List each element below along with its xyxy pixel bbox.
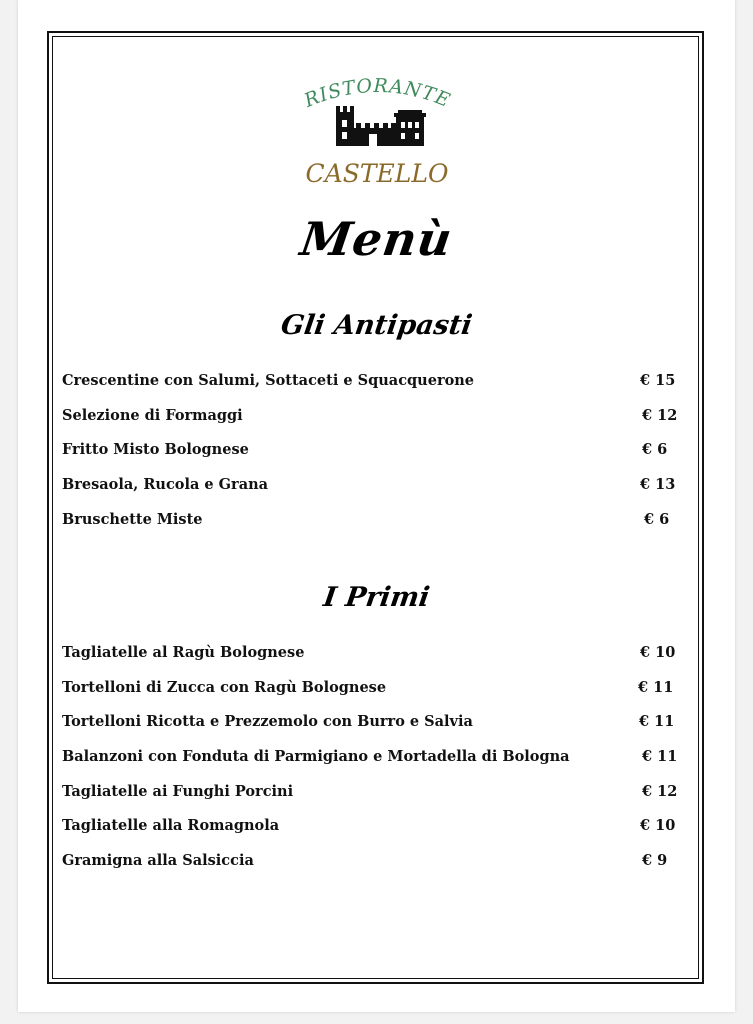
menu-item [62, 440, 682, 475]
menu-item-name: Tortelloni di Zucca con Ragù Bolognese [62, 678, 387, 696]
menu-item-price: € 12 [642, 782, 678, 800]
menu-item-name: Fritto Misto Bolognese [62, 441, 249, 459]
menu-item-name: Bresaola, Rucola e Grana [62, 476, 269, 494]
menu-item-price: € 15 [640, 372, 676, 389]
menu-item-name: Tagliatelle ai Funghi Porcini [62, 782, 294, 800]
menu-item-price: € 11 [638, 678, 674, 696]
menu-item-price: € 6 [644, 510, 670, 528]
section-title-primi: I Primi [321, 582, 432, 613]
menu-item-price: € 11 [639, 713, 675, 731]
menu-item [62, 371, 682, 406]
menu-item-price: € 13 [640, 476, 676, 494]
menu-item-name: Tortelloni Ricotta e Prezzemolo con Burro e Salvia [62, 713, 473, 731]
section-title-antipasti: Gli Antipasti [279, 310, 474, 341]
menu-item-price: € 10 [640, 817, 676, 835]
menu-item-name: Selezione di Formaggi [62, 406, 243, 424]
menu-item-name: Tagliatelle al Ragù Bolognese [62, 644, 305, 661]
restaurant-logo [290, 70, 465, 195]
menu-item-price: € 11 [642, 748, 678, 766]
logo-graphic [290, 70, 465, 195]
menu-item [62, 782, 682, 817]
menu-item [62, 851, 682, 886]
menu-item [62, 643, 682, 678]
castle-icon [336, 106, 426, 146]
menu-item [62, 816, 682, 851]
menu-title: Menù [297, 212, 456, 266]
menu-item-name: Gramigna alla Salsiccia [62, 852, 254, 870]
menu-item [62, 475, 682, 510]
logo-top-text: RISTORANTE [301, 74, 454, 112]
menu-item-name: Balanzoni con Fonduta di Parmigiano e Mortadella di Bologna [62, 748, 570, 766]
menu-item-price: € 10 [640, 644, 676, 661]
menu-item [62, 510, 682, 545]
menu-item-price: € 12 [642, 406, 678, 424]
menu-item-name: Bruschette Miste [62, 510, 203, 528]
antipasti-list [62, 371, 682, 544]
primi-list [62, 643, 682, 886]
menu-item-name: Crescentine con Salumi, Sottaceti e Squacquerone [62, 372, 475, 389]
menu-item [62, 747, 682, 782]
menu-item-name: Tagliatelle alla Romagnola [62, 817, 280, 835]
menu-item-price: € 6 [642, 441, 668, 459]
menu-item [62, 678, 682, 713]
menu-item-price: € 9 [642, 852, 668, 870]
logo-bottom-text: CASTELLO [305, 159, 449, 188]
menu-item [62, 406, 682, 441]
menu-item [62, 712, 682, 747]
